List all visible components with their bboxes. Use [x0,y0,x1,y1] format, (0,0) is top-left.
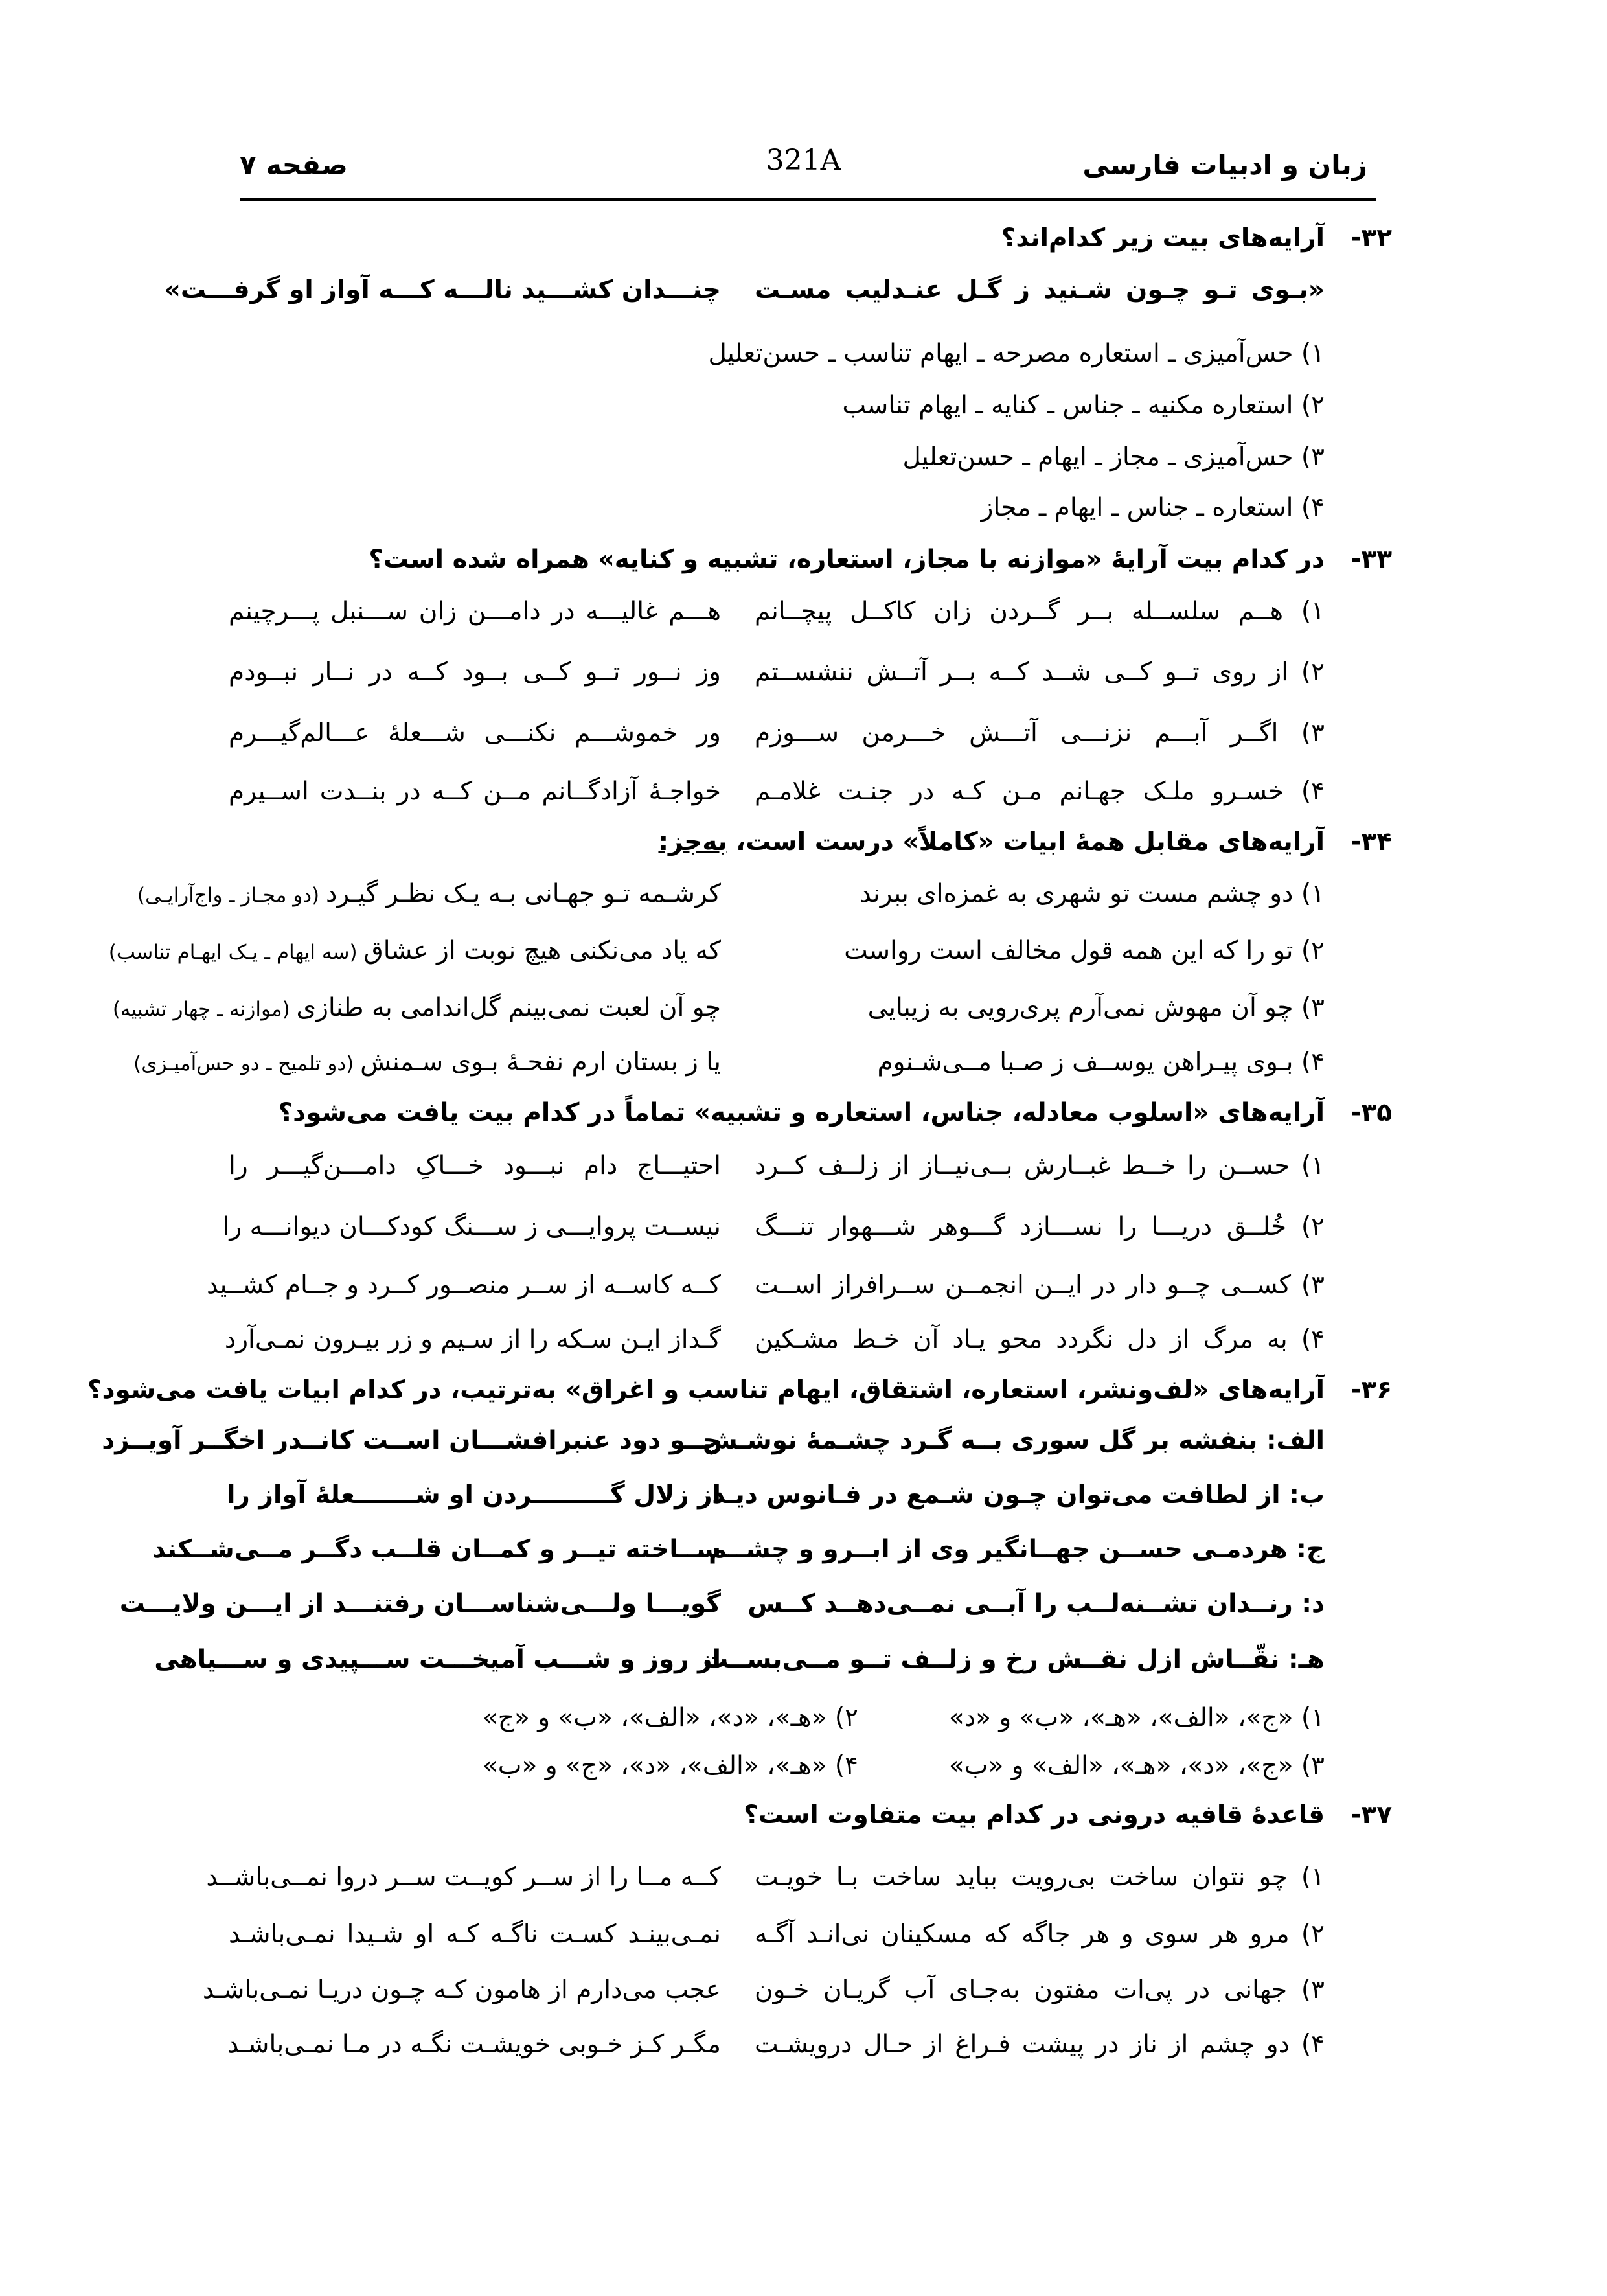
q35-option-4-second: گـداز ایـن سـکه را از سـیم و زر بیـرون نمـی‌آرد [224,1325,721,1354]
device-note: (دو مجـاز ـ واج‌آرایـی) [137,884,320,907]
q36-verse-he-second: از روز و شـــب آمیخـــت ســـپیدی و ســـیاهی [154,1645,721,1674]
q36-option-3[interactable]: ۳) «ج»، «د»، «هـ»، «الف» و «ب» [948,1751,1325,1780]
question-emphasis: به‌جز: [658,827,727,856]
question-36-title [87,1373,1392,1407]
second-hemistich: که یاد می‌نکنی هیچ نوبت از عشاق [363,936,721,965]
question-35-title [187,1096,1392,1130]
question-37-title [187,1798,1392,1832]
q37-option-3-second: عجب می‌دارم از هامون کـه چـون دریـا نمـی‌باشـد [202,1975,721,2004]
q36-verse-dal: د: رنــدان تشــنه‌لــب را آبــی نمــی‌دهــد کــس [747,1589,1325,1618]
q37-option-1[interactable]: ۱) چو نتوان ساخت بی‌رویت بباید ساخت بـا خویـت [755,1863,1325,1892]
q33-option-4[interactable]: ۴) خسـرو ملـک جهـانم مـن کـه در جنـت غلامـم [755,777,1325,806]
question-text: آرایه‌های «اسلوب معادله، جناس، استعاره و تشبیه» تماماً در کدام بیت یافت می‌شود؟ [278,1098,1325,1127]
page-number: صفحه ۷ [240,149,348,181]
question-33-title [187,543,1392,577]
question-32-title [187,222,1392,255]
second-hemistich: چو آن لعبت نمی‌بینم گل‌اندامی به طنازی [296,993,721,1022]
q36-verse-jim: ج: هردمـی حســن جهــانگیر وی از ابــرو و چشــم [708,1535,1325,1564]
q34-option-3[interactable]: ۳) چو آن مهوش نمی‌آرم پری‌رویی به زیبایی [867,993,1325,1022]
q36-option-1[interactable]: ۱) «ج»، «الف»، «هـ»، «ب» و «د» [948,1703,1325,1732]
q33-option-4-second: خواجـهٔ آزادگــانم مــن کــه در بنــدت اســیرم [229,777,721,806]
q37-option-3[interactable]: ۳) جهانی در پی‌ات مفتون به‌جـای آب گریـان خـون [755,1975,1325,2004]
q36-verse-alef: الف: بنفشه بر گل سوری بــه گـرد چشـمهٔ نوشـش [702,1426,1325,1455]
second-hemistich: یا ز بستان ارم نفحـهٔ بـوی سـمنش [360,1048,721,1077]
q33-option-3[interactable]: ۳) اگــر آبـــم نزنـــی آتـــش خـــرمن ســـوزم [755,718,1325,748]
question-text: در کدام بیت آرایهٔ «موازنه با مجاز، استعاره، تشبیه و کنایه» همراه شده است؟ [369,545,1325,574]
question-number: ۳۷- [1351,1800,1392,1830]
question-text: آرایه‌های بیت زیر کدام‌اند؟ [1001,224,1325,253]
device-note: (سه ایهام ـ یـک ایهـام تناسب) [108,941,358,964]
q33-option-1-second: هـــم غالیـــه در دامـــن زان ســـنبل پـــرچینم [229,597,721,626]
q33-option-2[interactable]: ۲) از روی تــو کــی شــد کــه بــر آتــش ننشســتم [755,658,1325,687]
q35-option-3[interactable]: ۳) کســی چــو دار در ایــن انجمــن ســرافراز اســت [755,1270,1325,1300]
q32-option-4[interactable]: ۴) استعاره ـ جناس ـ ایهام ـ مجاز [981,493,1325,522]
booklet-code: 321A [766,144,841,177]
q36-verse-dal-second: گویـــا ولـــی‌شناســـان رفتنـــد از ایـــن ولایـــت [119,1589,721,1618]
q37-option-2-second: نمـی‌بینـد کسـت ناگـه کـه او شـیدا نمـی‌باشـد [229,1920,721,1949]
q35-option-4[interactable]: ۴) به مرگ از دل نگردد محو یـاد آن خـط مشـکین [755,1325,1325,1354]
q36-verse-jim-second: ســاخته تیــر و کمــان قلــب دگــر مــی‌شــکند [152,1535,721,1564]
device-note: (موازنه ـ چهار تشبیه) [112,998,290,1021]
header-divider [240,198,1376,201]
q37-option-4[interactable]: ۴) دو چشم از ناز در پیشت فـراغ از حـال درویشـت [755,2030,1325,2059]
q33-option-2-second: وز نــور تــو کــی بــود کــه در نــار نبــودم [229,658,721,687]
question-number: ۳۲- [1351,224,1392,253]
q35-option-1-second: احتیـــاج دام نبـــود خـــاکِ دامـــن‌گیـــر را [229,1151,721,1180]
q37-option-1-second: کــه مــا را از ســر کویــت ســر دروا نمــی‌باشــد [206,1863,721,1892]
q36-verse-be-second: از زلال گـــــــــردن او شـــــــعلهٔ آواز را [227,1480,721,1510]
q36-option-4[interactable]: ۴) «هـ»، «الف»، «د»، «ج» و «ب» [482,1751,858,1780]
q35-option-3-second: کــه کاســه از ســر منصــور کــرد و جــام کشــید [207,1270,721,1300]
question-number: ۳۶- [1351,1375,1392,1405]
q32-verse-first-hemistich: «بـوی تـو چـون شـنید ز گـل عنـدلیب مسـت [755,275,1325,304]
q36-verse-alef-second: چــو دود عنبرافشـــان اســت کانــدر اخگــر آویــزد [102,1426,721,1455]
question-number: ۳۴- [1351,827,1392,856]
question-number: ۳۳- [1351,545,1392,574]
question-text: آرایه‌های مقابل همهٔ ابیات «کاملاً» درست است، [736,827,1325,856]
q35-option-2[interactable]: ۲) خُلــق دریـــا را نســـازد گـــوهر شـــهوار تنـــگ [755,1212,1325,1241]
q33-option-1[interactable]: ۱) هــم سلســله بــر گــردن زان کاکــل پیچــانم [755,597,1325,626]
q34-option-1-second [137,877,721,911]
q34-option-4[interactable]: ۴) بـوی پیـراهن یوســف ز صـبا مــی‌شـنوم [877,1048,1325,1077]
q33-option-3-second: ور خموشـــم نکنـــی شـــعلهٔ عـــالم‌گیـــرم [229,718,721,748]
q36-verse-he: هـ: نقّــاش ازل نقــش رخ و زلــف تــو مــی‌بســت [703,1645,1325,1674]
q32-option-3[interactable]: ۳) حس‌آمیزی ـ مجاز ـ ایهام ـ حسن‌تعلیل [902,442,1325,472]
q32-option-2[interactable]: ۲) استعاره مکنیه ـ جناس ـ کنایه ـ ایهام تناسب [842,391,1325,420]
q36-verse-be: ب: از لطافت می‌توان چـون شـمع در فـانوس دیـد [712,1480,1325,1510]
q34-option-4-second [133,1046,721,1079]
question-number: ۳۵- [1351,1098,1392,1127]
q32-option-1[interactable]: ۱) حس‌آمیزی ـ استعاره مصرحه ـ ایهام تناسب ـ حسن‌تعلیل [708,339,1325,368]
device-note: (دو تلمیح ـ دو حس‌آمیـزی) [133,1052,354,1075]
q37-option-2[interactable]: ۲) مرو هر سوی و هر جاگه که مسکینان نی‌انـد آگـه [755,1920,1325,1949]
question-text: آرایه‌های «لف‌ونشر، استعاره، اشتقاق، ایهام تناسب و اغراق» به‌ترتیب، در کدام ابیات یافت می‌شود؟ [87,1375,1325,1405]
subject-title: زبان و ادبیات فارسی [1082,149,1367,181]
q36-option-2[interactable]: ۲) «هـ»، «د»، «الف»، «ب» و «ج» [482,1703,858,1732]
q34-option-1[interactable]: ۱) دو چشم مست تو شهری به غمزه‌ای ببرند [860,879,1325,908]
second-hemistich: کرشـمه تـو جهـانی بـه یـک نظـر گیـرد [325,879,721,908]
question-text: قاعدهٔ قافیه درونی در کدام بیت متفاوت است؟ [744,1800,1325,1830]
question-34-title [187,825,1392,859]
q35-option-2-second: نیســت پروایـــی ز ســـنگ کودکـــان دیوانـــه را [222,1212,721,1241]
q34-option-3-second [112,991,721,1025]
q34-option-2[interactable]: ۲) تو را که این همه قول مخالف است رواست [844,936,1325,965]
q34-option-2-second [108,934,721,968]
page-header [240,144,1367,189]
q35-option-1[interactable]: ۱) حســن را خــط غبــارش بــی‌نیــاز از زلــف کــرد [755,1151,1325,1180]
q37-option-4-second: مگـر کـز خـوبی خویشـت نگـه در مـا نمـی‌باشـد [227,2030,721,2059]
q32-verse-second-hemistich: چنـــدان کشـــید نالـــه کـــه آواز او گرفـــت» [164,275,721,304]
